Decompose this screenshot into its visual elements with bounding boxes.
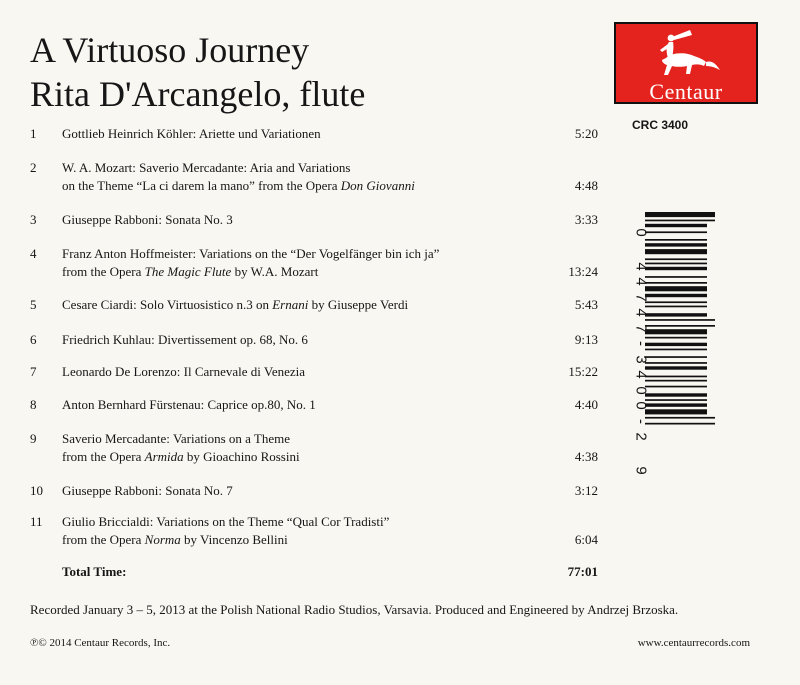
track-duration: 4:38 <box>574 449 598 464</box>
barcode-digit: 4 <box>632 277 650 286</box>
track-subtitle-text: by Vincenzo Bellini <box>180 532 288 547</box>
opera-title: Don Giovanni <box>340 178 415 193</box>
barcode-digit: - <box>632 418 650 424</box>
track-subtitle-text: on the Theme “La ci darem la mano” from the Opera <box>62 178 341 193</box>
track-subtitle <box>62 448 300 466</box>
total-time-value: 77:01 <box>567 564 598 579</box>
track-title-text: by Giuseppe Verdi <box>308 297 409 312</box>
barcode-digit: 4 <box>632 261 650 271</box>
track-subtitle-text: by W.A. Mozart <box>231 264 319 279</box>
barcode-digit: 0 <box>632 385 650 395</box>
barcode-bar <box>645 212 715 217</box>
barcode-bar <box>645 220 715 222</box>
track-subtitle <box>62 263 318 281</box>
barcode-digit: 7 <box>632 292 650 302</box>
opera-title: The Magic Flute <box>144 264 232 279</box>
track-title: Giuseppe Rabboni: Sonata No. 3 <box>62 212 233 227</box>
track-number: 1 <box>30 126 37 141</box>
opera-title: Norma <box>144 532 181 547</box>
barcode-digit: 4 <box>632 370 650 379</box>
barcode-digit: 2 <box>632 432 650 441</box>
artist-name: Rita D'Arcangelo, flute <box>30 74 366 114</box>
track-subtitle-text: from the Opera <box>62 264 145 279</box>
track-duration: 4:40 <box>574 397 598 412</box>
track-title: Franz Anton Hoffmeister: Variations on the “Der Vogelfänger bin ich ja” <box>62 246 440 261</box>
barcode-digit: 0 <box>632 401 650 410</box>
track-number: 11 <box>30 514 43 529</box>
copyright-notice: ℗© 2014 Centaur Records, Inc. <box>30 637 171 649</box>
track-subtitle-text: from the Opera <box>62 532 145 547</box>
barcode-digit: 3 <box>632 354 650 364</box>
total-time-label: Total Time: <box>62 564 127 579</box>
track-title: W. A. Mozart: Saverio Mercadante: Aria and Variations <box>62 160 351 175</box>
track-title: Gottlieb Heinrich Köhler: Ariette und Variationen <box>62 126 321 141</box>
track-duration: 5:43 <box>574 297 598 312</box>
track-subtitle-text: from the Opera <box>62 449 145 464</box>
track-title-italic: Ernani <box>272 297 309 312</box>
track-duration: 5:20 <box>574 126 598 141</box>
track-title: Giulio Briccialdi: Variations on the Theme “Qual Cor Tradisti” <box>62 514 390 529</box>
track-number: 4 <box>30 246 37 261</box>
track-duration: 15:22 <box>568 364 598 379</box>
barcode-digit: 0 <box>632 228 650 237</box>
track-title: Giuseppe Rabboni: Sonata No. 7 <box>62 483 233 498</box>
track-title: Friedrich Kuhlau: Divertissement op. 68, No. 6 <box>62 332 308 347</box>
recording-credits: Recorded January 3 – 5, 2013 at the Polish National Radio Studios, Varsavia. Produced and Engineered by Andrzej Brzoska. <box>30 602 679 617</box>
track-duration: 9:13 <box>574 332 598 347</box>
track-number: 6 <box>30 332 37 347</box>
album-title: A Virtuoso Journey <box>30 30 310 70</box>
track-duration: 13:24 <box>568 264 598 279</box>
track-duration: 3:12 <box>574 483 598 498</box>
track-subtitle-text: by Gioachino Rossini <box>183 449 300 464</box>
track-title: Leonardo De Lorenzo: Il Carnevale di Venezia <box>62 364 306 379</box>
track-number: 3 <box>30 212 37 227</box>
opera-title: Armida <box>144 449 184 464</box>
centaur-icon <box>646 28 726 80</box>
barcode-digit: - <box>632 341 650 346</box>
track-number: 7 <box>30 364 37 379</box>
track-subtitle <box>62 531 288 549</box>
website-url: www.centaurrecords.com <box>637 637 750 649</box>
track-number: 9 <box>30 431 37 446</box>
track-number: 2 <box>30 160 37 175</box>
track-duration: 6:04 <box>574 532 598 547</box>
track-duration: 3:33 <box>574 212 598 227</box>
track-number: 8 <box>30 397 37 412</box>
track-title: Saverio Mercadante: Variations on a Theme <box>62 431 291 446</box>
track-subtitle <box>62 177 415 195</box>
barcode-digit: 7 <box>632 323 650 333</box>
barcode-digit: 4 <box>632 308 650 317</box>
track-number: 10 <box>30 483 43 498</box>
track-title: Anton Bernhard Fürstenau: Caprice op.80, No. 1 <box>62 397 316 412</box>
catalog-number: CRC 3400 <box>632 118 689 132</box>
barcode-digit: 9 <box>632 465 650 475</box>
track-number: 5 <box>30 297 37 312</box>
track-duration: 4:48 <box>574 178 598 193</box>
track-title-text: Cesare Ciardi: Solo Virtuosistico n.3 on <box>62 297 273 312</box>
track-title <box>62 296 408 314</box>
logo-label: Centaur <box>649 79 723 104</box>
